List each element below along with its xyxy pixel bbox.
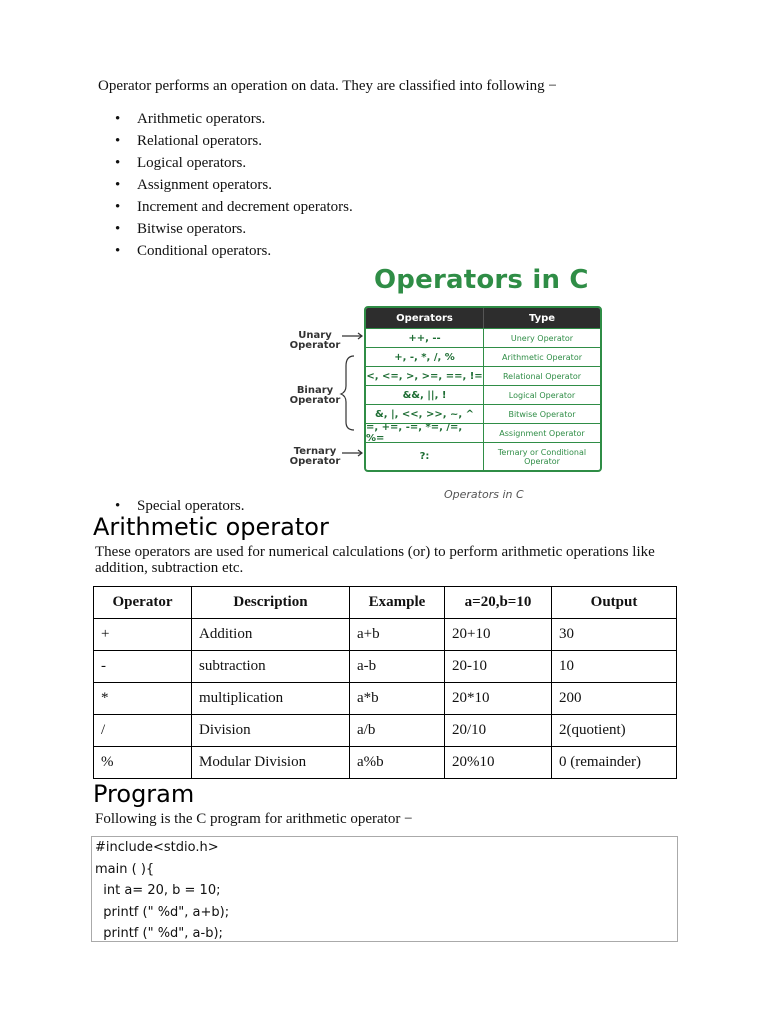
- table-cell: a%b: [350, 747, 445, 779]
- op-row: <, <=, >, >=, ==, != Relational Operator: [366, 366, 600, 385]
- table-row: [94, 651, 677, 683]
- binary-label: Binary Operator: [289, 385, 341, 406]
- unary-label: Unary Operator: [289, 330, 341, 351]
- ternary-label: Ternary Operator: [289, 446, 341, 467]
- table-cell: Addition: [192, 619, 350, 651]
- table-cell: 30: [552, 619, 677, 651]
- table-cell: -: [94, 651, 192, 683]
- table-cell: 2(quotient): [552, 715, 677, 747]
- table-cell: 20-10: [445, 651, 552, 683]
- code-line: printf (" %d", a-b);: [95, 926, 223, 941]
- table-cell: 200: [552, 683, 677, 715]
- table-cell: 20+10: [445, 619, 552, 651]
- list-item: • Arithmetic operators.: [137, 109, 353, 131]
- code-line: int a= 20, b = 10;: [95, 883, 221, 898]
- list-item: • Logical operators.: [137, 153, 353, 175]
- intro-text: Operator performs an operation on data. They are classified into following −: [98, 78, 557, 94]
- arithmetic-table: [93, 586, 677, 779]
- code-block: [91, 836, 678, 942]
- list-item: • Special operators.: [137, 496, 244, 516]
- table-cell: 10: [552, 651, 677, 683]
- table-header-row: [94, 587, 677, 619]
- figure-caption: Operators in C: [444, 488, 524, 501]
- list-item: • Assignment operators.: [137, 175, 353, 197]
- arithmetic-heading: Arithmetic operator: [93, 513, 329, 541]
- code-line: main ( ){: [95, 861, 155, 877]
- op-row: +, -, *, /, % Arithmetic Operator: [366, 347, 600, 366]
- table-row: [94, 715, 677, 747]
- list-item: • Increment and decrement operators.: [137, 197, 353, 219]
- op-row: ?: Ternary or Conditional Operator: [366, 442, 600, 470]
- code-line: printf (" %d", a+b);: [95, 904, 230, 920]
- table-row: [94, 747, 677, 779]
- arithmetic-description: These operators are used for numerical calculations (or) to perform arithmetic operations like addition, subtraction etc.: [95, 544, 655, 576]
- list-item: • Conditional operators.: [137, 241, 353, 263]
- op-row: ++, -- Unery Operator: [366, 328, 600, 347]
- op-row: &, |, <<, >>, ~, ^ Bitwise Operator: [366, 404, 600, 423]
- table-cell: *: [94, 683, 192, 715]
- table-cell: a+b: [350, 619, 445, 651]
- operators-figure: [284, 262, 614, 512]
- code-line: #include<stdio.h>: [95, 840, 219, 855]
- operators-type-table: [364, 306, 602, 472]
- program-heading: Program: [93, 780, 195, 808]
- op-row: &&, ||, ! Logical Operator: [366, 385, 600, 404]
- table-cell: subtraction: [192, 651, 350, 683]
- col-header: a=20,b=10: [445, 587, 552, 619]
- table-cell: a/b: [350, 715, 445, 747]
- op-row: =, +=, -=, *=, /=, %= Assignment Operator: [366, 423, 600, 442]
- figure-title: Operators in C: [374, 265, 589, 295]
- op-table-header: Operators Type: [366, 308, 600, 328]
- table-cell: /: [94, 715, 192, 747]
- table-cell: 20%10: [445, 747, 552, 779]
- table-cell: 20/10: [445, 715, 552, 747]
- col-header: Operator: [94, 587, 192, 619]
- table-cell: %: [94, 747, 192, 779]
- table-cell: +: [94, 619, 192, 651]
- col-header: Output: [552, 587, 677, 619]
- table-cell: multiplication: [192, 683, 350, 715]
- binary-brace: [341, 356, 354, 430]
- table-cell: a-b: [350, 651, 445, 683]
- list-item: • Bitwise operators.: [137, 219, 353, 241]
- table-cell: Division: [192, 715, 350, 747]
- table-cell: 0 (remainder): [552, 747, 677, 779]
- program-description: Following is the C program for arithmetic operator −: [95, 811, 413, 827]
- table-cell: 20*10: [445, 683, 552, 715]
- table-row: [94, 619, 677, 651]
- col-header: Example: [350, 587, 445, 619]
- table-row: [94, 683, 677, 715]
- table-cell: a*b: [350, 683, 445, 715]
- col-header: Description: [192, 587, 350, 619]
- table-cell: Modular Division: [192, 747, 350, 779]
- operator-types-list: [137, 109, 353, 263]
- list-item: • Relational operators.: [137, 131, 353, 153]
